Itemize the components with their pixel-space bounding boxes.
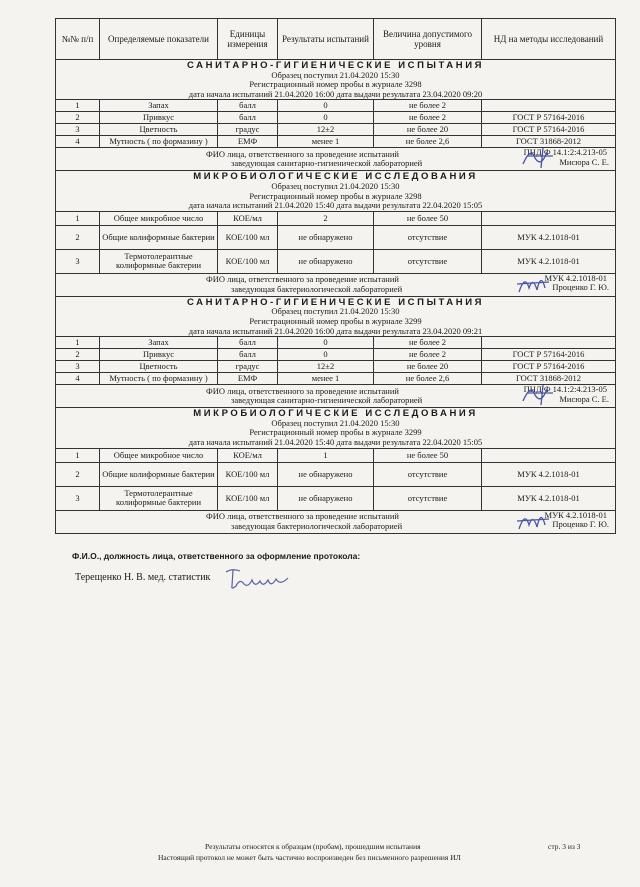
test-dates: дата начала испытаний 21.04.2020 16:00 дата выдачи результата 23.04.2020 09:20 bbox=[188, 88, 483, 99]
signature-mark bbox=[513, 148, 557, 171]
section-info bbox=[56, 296, 616, 336]
unit: КОЕ/100 мл bbox=[218, 225, 278, 249]
indicator-name: Общие колиформные бактерии bbox=[100, 225, 218, 249]
result-value: не обнаружено bbox=[278, 225, 374, 249]
result-value: 12±2 bbox=[278, 124, 374, 136]
protocol-author-label: Ф.И.О., должность лица, ответственного за оформление протокола: bbox=[72, 551, 361, 561]
responsible-label: ФИО лица, ответственного за проведение испытаний bbox=[206, 385, 399, 396]
col-header-method: НД на методы исследований bbox=[482, 19, 616, 60]
row-number: 1 bbox=[56, 337, 100, 349]
col-header-limit: Величина допустимого уровня bbox=[374, 19, 482, 60]
indicator-name: Привкус bbox=[100, 112, 218, 124]
section-info bbox=[56, 171, 616, 211]
indicator-name: Термотолерантные колиформные бактерии bbox=[100, 249, 218, 273]
test-dates: дата начала испытаний 21.04.2020 15:40 дата выдачи результата 22.04.2020 15:05 bbox=[188, 436, 483, 447]
row-number: 4 bbox=[56, 373, 100, 385]
extra-method-doc: МУК 4.2.1018-01 bbox=[544, 273, 607, 283]
indicator-name: Привкус bbox=[100, 349, 218, 361]
indicator-name: Запах bbox=[100, 100, 218, 112]
allowed-limit: не более 2,6 bbox=[374, 373, 482, 385]
allowed-limit: не более 2 bbox=[374, 349, 482, 361]
result-value: менее 1 bbox=[278, 136, 374, 148]
responsible-row bbox=[56, 510, 616, 533]
responsible-row bbox=[56, 148, 616, 171]
lab-position: заведующая санитарно-гигиенической лабораторией bbox=[231, 158, 423, 169]
section-header bbox=[56, 408, 616, 448]
method-doc: ГОСТ Р 57164-2016 bbox=[482, 112, 616, 124]
allowed-limit: не более 50 bbox=[374, 448, 482, 462]
col-header-units: Единицы измерения bbox=[218, 19, 278, 60]
indicator-name: Мутность ( по формазину ) bbox=[100, 373, 218, 385]
result-value: 1 bbox=[278, 448, 374, 462]
allowed-limit: отсутствие bbox=[374, 249, 482, 273]
registration-number: Регистрационный номер пробы в журнале 3299 bbox=[249, 315, 422, 326]
table-row bbox=[56, 448, 616, 462]
method-doc bbox=[482, 211, 616, 225]
page-number: стр. 3 из 3 bbox=[548, 842, 581, 851]
indicator-name: Цветность bbox=[100, 124, 218, 136]
lab-position: заведующая санитарно-гигиенической лабораторией bbox=[231, 395, 423, 406]
indicator-name: Запах bbox=[100, 337, 218, 349]
method-doc: ГОСТ 31868-2012 bbox=[482, 136, 616, 148]
result-value: 0 bbox=[278, 337, 374, 349]
sample-received: Образец поступил 21.04.2020 15:30 bbox=[271, 69, 400, 80]
responsible-cell bbox=[56, 510, 616, 533]
section-info bbox=[56, 60, 616, 100]
section-header bbox=[56, 60, 616, 100]
table-row bbox=[56, 112, 616, 124]
table-row bbox=[56, 124, 616, 136]
sample-received: Образец поступил 21.04.2020 15:30 bbox=[271, 417, 400, 428]
method-doc: МУК 4.2.1018-01 bbox=[482, 225, 616, 249]
section-header bbox=[56, 171, 616, 211]
indicator-name: Общее микробное число bbox=[100, 448, 218, 462]
section-title: САНИТАРНО-ГИГИЕНИЧЕСКИЕ ИСПЫТАНИЯ bbox=[186, 60, 485, 71]
result-value: менее 1 bbox=[278, 373, 374, 385]
result-value: 0 bbox=[278, 100, 374, 112]
extra-method-doc: МУК 4.2.1018-01 bbox=[544, 510, 607, 520]
registration-number: Регистрационный номер пробы в журнале 3298 bbox=[249, 190, 422, 201]
indicator-name: Цветность bbox=[100, 361, 218, 373]
author-signature bbox=[222, 566, 292, 592]
result-value: не обнаружено bbox=[278, 462, 374, 486]
protocol-sheet bbox=[55, 18, 615, 534]
table-row bbox=[56, 136, 616, 148]
responsible-row bbox=[56, 273, 616, 296]
col-header-num: №№ п/п bbox=[56, 19, 100, 60]
registration-number: Регистрационный номер пробы в журнале 3298 bbox=[249, 79, 422, 90]
lab-position: заведующая бактериологической лабораторией bbox=[231, 520, 403, 531]
sample-received: Образец поступил 21.04.2020 15:30 bbox=[271, 180, 400, 191]
method-doc: МУК 4.2.1018-01 bbox=[482, 249, 616, 273]
result-value: 0 bbox=[278, 112, 374, 124]
method-doc bbox=[482, 448, 616, 462]
allowed-limit: не более 20 bbox=[374, 361, 482, 373]
signer-name: Проценко Г. Ю. bbox=[552, 518, 609, 529]
responsible-cell bbox=[56, 148, 616, 171]
signature-mark bbox=[513, 385, 557, 408]
indicator-name: Термотолерантные колиформные бактерии bbox=[100, 486, 218, 510]
test-dates: дата начала испытаний 21.04.2020 15:40 дата выдачи результата 22.04.2020 15:05 bbox=[188, 200, 483, 211]
row-number: 3 bbox=[56, 249, 100, 273]
extra-method-doc: ПНД Ф 14.1:2:4.213-05 bbox=[523, 384, 607, 395]
signer-name: Мисюра С. Е. bbox=[559, 156, 609, 167]
results-table bbox=[55, 18, 616, 534]
allowed-limit: не более 2 bbox=[374, 337, 482, 349]
row-number: 3 bbox=[56, 124, 100, 136]
allowed-limit: не более 2,6 bbox=[374, 136, 482, 148]
table-row bbox=[56, 462, 616, 486]
col-header-results: Результаты испытаний bbox=[278, 19, 374, 60]
table-row bbox=[56, 349, 616, 361]
footer-note-results: Результаты относятся к образцам (пробам), прошедшим испытания bbox=[205, 842, 421, 851]
result-value: 12±2 bbox=[278, 361, 374, 373]
table-row bbox=[56, 337, 616, 349]
row-number: 3 bbox=[56, 486, 100, 510]
method-doc: ГОСТ Р 57164-2016 bbox=[482, 349, 616, 361]
method-doc: ГОСТ Р 57164-2016 bbox=[482, 124, 616, 136]
row-number: 2 bbox=[56, 112, 100, 124]
allowed-limit: не более 2 bbox=[374, 100, 482, 112]
row-number: 2 bbox=[56, 225, 100, 249]
unit: градус bbox=[218, 361, 278, 373]
unit: градус bbox=[218, 124, 278, 136]
unit: балл bbox=[218, 100, 278, 112]
unit: балл bbox=[218, 112, 278, 124]
sample-received: Образец поступил 21.04.2020 15:30 bbox=[271, 306, 400, 317]
unit: КОЕ/мл bbox=[218, 448, 278, 462]
footer-note-copy: Настоящий протокол не может быть частично воспроизведен без письменного разрешения ИЛ bbox=[158, 853, 461, 862]
method-doc bbox=[482, 100, 616, 112]
registration-number: Регистрационный номер пробы в журнале 3299 bbox=[249, 427, 422, 438]
method-doc: МУК 4.2.1018-01 bbox=[482, 462, 616, 486]
allowed-limit: не более 50 bbox=[374, 211, 482, 225]
signer-name: Мисюра С. Е. bbox=[559, 393, 609, 404]
allowed-limit: отсутствие bbox=[374, 462, 482, 486]
allowed-limit: не более 20 bbox=[374, 124, 482, 136]
signature-mark bbox=[513, 273, 557, 296]
allowed-limit: отсутствие bbox=[374, 486, 482, 510]
allowed-limit: отсутствие bbox=[374, 225, 482, 249]
responsible-label: ФИО лица, ответственного за проведение испытаний bbox=[206, 510, 399, 521]
lab-position: заведующая бактериологической лабораторией bbox=[231, 283, 403, 294]
row-number: 1 bbox=[56, 448, 100, 462]
signature-mark bbox=[513, 510, 557, 533]
section-title: САНИТАРНО-ГИГИЕНИЧЕСКИЕ ИСПЫТАНИЯ bbox=[186, 296, 485, 308]
table-row bbox=[56, 361, 616, 373]
header-row bbox=[56, 19, 616, 60]
table-row bbox=[56, 373, 616, 385]
table-row bbox=[56, 100, 616, 112]
test-dates: дата начала испытаний 21.04.2020 16:00 дата выдачи результата 23.04.2020 09:21 bbox=[188, 325, 483, 336]
table-row bbox=[56, 486, 616, 510]
row-number: 2 bbox=[56, 349, 100, 361]
row-number: 4 bbox=[56, 136, 100, 148]
responsible-label: ФИО лица, ответственного за проведение испытаний bbox=[206, 274, 399, 285]
method-doc: МУК 4.2.1018-01 bbox=[482, 486, 616, 510]
indicator-name: Мутность ( по формазину ) bbox=[100, 136, 218, 148]
table-row bbox=[56, 211, 616, 225]
unit: ЕМФ bbox=[218, 373, 278, 385]
method-doc bbox=[482, 337, 616, 349]
row-number: 2 bbox=[56, 462, 100, 486]
unit: балл bbox=[218, 349, 278, 361]
unit: ЕМФ bbox=[218, 136, 278, 148]
result-value: не обнаружено bbox=[278, 486, 374, 510]
result-value: 0 bbox=[278, 349, 374, 361]
section-title: МИКРОБИОЛОГИЧЕСКИЕ ИССЛЕДОВАНИЯ bbox=[193, 171, 478, 183]
result-value: 2 bbox=[278, 211, 374, 225]
indicator-name: Общее микробное число bbox=[100, 211, 218, 225]
indicator-name: Общие колиформные бактерии bbox=[100, 462, 218, 486]
extra-method-doc: ПНД Ф 14.1:2:4.213-05 bbox=[523, 147, 607, 158]
signer-name: Проценко Г. Ю. bbox=[552, 282, 609, 293]
responsible-cell bbox=[56, 385, 616, 408]
section-info bbox=[56, 408, 616, 448]
responsible-cell bbox=[56, 273, 616, 296]
responsible-label: ФИО лица, ответственного за проведение испытаний bbox=[206, 148, 399, 159]
row-number: 3 bbox=[56, 361, 100, 373]
table-row bbox=[56, 249, 616, 273]
section-title: МИКРОБИОЛОГИЧЕСКИЕ ИССЛЕДОВАНИЯ bbox=[193, 408, 478, 420]
responsible-row bbox=[56, 385, 616, 408]
unit: КОЕ/100 мл bbox=[218, 486, 278, 510]
unit: КОЕ/100 мл bbox=[218, 462, 278, 486]
col-header-indicator: Определяемые показатели bbox=[100, 19, 218, 60]
table-row bbox=[56, 225, 616, 249]
unit: КОЕ/мл bbox=[218, 211, 278, 225]
result-value: не обнаружено bbox=[278, 249, 374, 273]
allowed-limit: не более 2 bbox=[374, 112, 482, 124]
unit: КОЕ/100 мл bbox=[218, 249, 278, 273]
row-number: 1 bbox=[56, 211, 100, 225]
unit: балл bbox=[218, 337, 278, 349]
protocol-author: Терещенко Н. В. мед. статистик bbox=[75, 572, 211, 583]
method-doc: ГОСТ Р 57164-2016 bbox=[482, 361, 616, 373]
section-header bbox=[56, 296, 616, 336]
row-number: 1 bbox=[56, 100, 100, 112]
method-doc: ГОСТ 31868-2012 bbox=[482, 373, 616, 385]
